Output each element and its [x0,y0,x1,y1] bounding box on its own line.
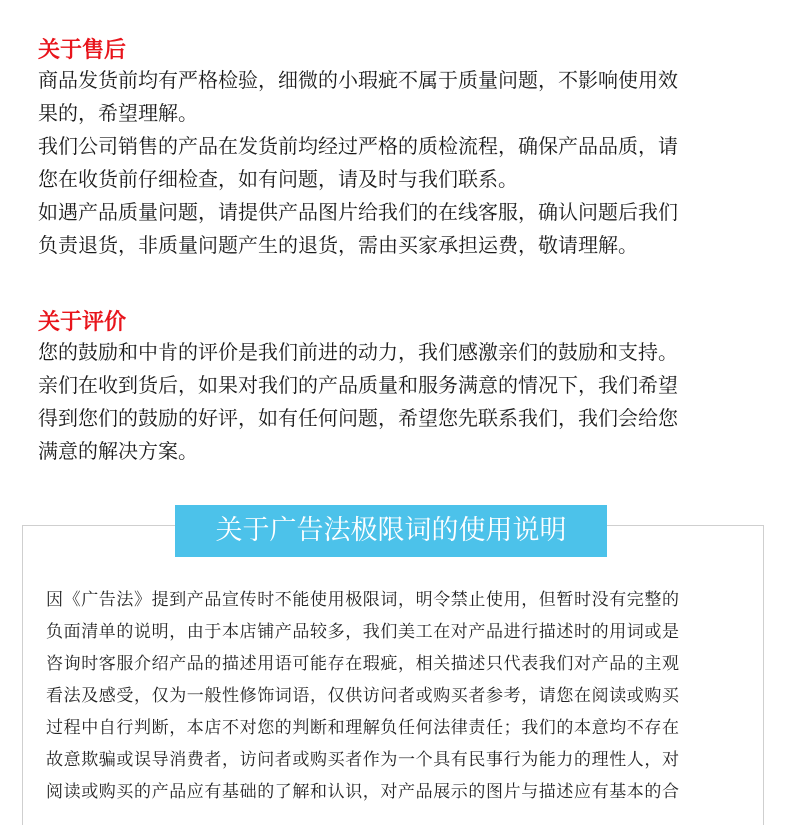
review-line: 满意的解决方案。 [38,439,198,463]
notice-line: 看法及感受，仅为一般性修饰词语，仅供访问者或购买者参考，请您在阅读或购买 [46,686,680,706]
notice-line: 咨询时客服介绍产品的描述用语可能存在瑕疵，相关描述只代表我们对产品的主观 [46,654,680,674]
notice-line: 因《广告法》提到产品宣传时不能使用极限词，明令禁止使用，但暂时没有完整的 [46,590,680,610]
after-sale-section [38,38,758,262]
after-sale-line: 如遇产品质量问题，请提供产品图片给我们的在线客服，确认问题后我们 [38,200,678,224]
after-sale-line: 负责退货，非质量问题产生的退货，需由买家承担运费，敬请理解。 [38,233,638,257]
notice-line: 负面清单的说明，由于本店铺产品较多，我们美工在对产品进行描述时的用词或是 [46,622,680,642]
review-line: 得到您们的鼓励的好评，如有任何问题，希望您先联系我们，我们会给您 [38,406,678,430]
after-sale-line: 商品发货前均有严格检验，细微的小瑕疵不属于质量问题，不影响使用效 [38,68,678,92]
after-sale-line: 您在收货前仔细检查，如有问题，请及时与我们联系。 [38,167,518,191]
ad-law-notice-banner: 关于广告法极限词的使用说明 [175,505,607,557]
after-sale-line: 果的，希望理解。 [38,101,198,125]
review-line: 亲们在收到货后，如果对我们的产品质量和服务满意的情况下，我们希望 [38,373,678,397]
notice-line: 过程中自行判断，本店不对您的判断和理解负任何法律责任；我们的本意均不存在 [46,718,680,738]
review-section [38,310,758,468]
notice-line: 故意欺骗或误导消费者，访问者或购买者作为一个具有民事行为能力的理性人，对 [46,750,680,770]
after-sale-title: 关于售后 [38,38,127,63]
notice-line: 阅读或购买的产品应有基础的了解和认识，对产品展示的图片与描述应有基本的合 [46,782,680,802]
review-title: 关于评价 [38,310,127,335]
after-sale-line: 我们公司销售的产品在发货前均经过严格的质检流程，确保产品品质，请 [38,134,678,158]
ad-law-notice-body [46,584,766,808]
review-line: 您的鼓励和中肯的评价是我们前进的动力，我们感激亲们的鼓励和支持。 [38,340,678,364]
